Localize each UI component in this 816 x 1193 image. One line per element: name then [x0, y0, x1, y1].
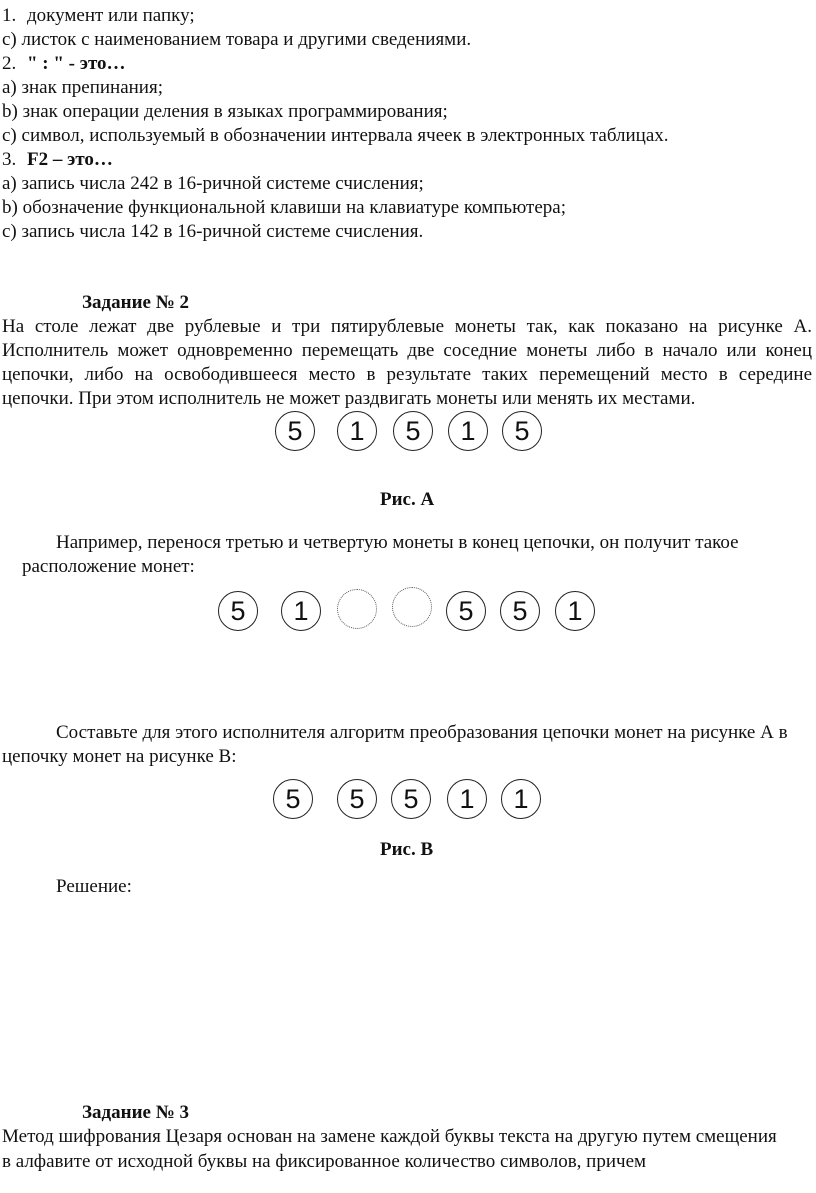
coin: 5 — [218, 591, 258, 631]
coin: 5 — [446, 591, 486, 631]
q3-option-c: c) запись числа 142 в 16-ричной системе счисления. — [2, 221, 424, 242]
task2-paragraph-line-1: На столе лежат две рублевые и три пятирублевые монеты так, как показано на рисунке А. — [2, 316, 812, 337]
task2-paragraph-line-2: Исполнитель может одновременно перемещать две соседние монеты либо в начало или конец — [2, 340, 812, 361]
figure-a-caption: Рис. А — [380, 489, 435, 510]
solution-label: Решение: — [56, 876, 132, 897]
coin: 5 — [273, 779, 313, 819]
q2-title: " : " - это… — [27, 53, 126, 74]
coin: 5 — [391, 779, 431, 819]
q3-option-b: b) обозначение функциональной клавиши на клавиатуре компьютера; — [2, 197, 566, 218]
coin: 1 — [281, 591, 321, 631]
compose-text-line-1: Составьте для этого исполнителя алгоритм преобразования цепочки монет на рисунке А в — [56, 722, 788, 743]
q3-title: F2 – это… — [27, 149, 113, 170]
coin: 1 — [337, 411, 377, 451]
coin: 1 — [447, 779, 487, 819]
q3-number: 3. — [2, 149, 17, 170]
task3-heading: Задание № 3 — [82, 1102, 190, 1123]
compose-text-line-2: цепочку монет на рисунке В: — [2, 746, 237, 767]
task3-paragraph-line-2: в алфавите от исходной буквы на фиксированное количество символов, причем — [2, 1151, 647, 1172]
coin: 5 — [500, 591, 540, 631]
coin: 5 — [337, 779, 377, 819]
coin: 1 — [448, 411, 488, 451]
empty-coin-slot — [392, 587, 432, 627]
coin: 5 — [502, 411, 542, 451]
coin: 5 — [275, 411, 315, 451]
q3-option-a: a) запись числа 242 в 16-ричной системе счисления; — [2, 173, 424, 194]
coin: 5 — [393, 411, 433, 451]
empty-coin-slot — [337, 589, 377, 629]
q2-option-b: b) знак операции деления в языках программирования; — [2, 101, 448, 122]
q1-option-line: документ или папку; — [27, 5, 195, 26]
q2-number: 2. — [2, 53, 17, 74]
q2-option-c: c) символ, используемый в обозначении интервала ячеек в электронных таблицах. — [2, 125, 669, 146]
task2-paragraph-line-3: цепочки, либо на освободившееся место в результате таких перемещений место в середине — [2, 364, 812, 385]
coin: 1 — [555, 591, 595, 631]
q1-option-c: c) листок с наименованием товара и другими сведениями. — [2, 29, 472, 50]
q1-number: 1. — [2, 5, 17, 26]
figure-b-caption: Рис. В — [380, 839, 434, 860]
task3-paragraph-line-1: Метод шифрования Цезаря основан на замене каждой буквы текста на другую путем смещения — [2, 1126, 777, 1147]
coin: 1 — [501, 779, 541, 819]
example-text-line-2: расположение монет: — [22, 556, 195, 577]
task2-heading: Задание № 2 — [82, 292, 190, 313]
q2-option-a: a) знак препинания; — [2, 77, 163, 98]
example-text-line-1: Например, перенося третью и четвертую монеты в конец цепочки, он получит такое — [56, 532, 739, 553]
task2-paragraph-line-4: цепочки. При этом исполнитель не может раздвигать монеты или менять их местами. — [2, 388, 696, 409]
